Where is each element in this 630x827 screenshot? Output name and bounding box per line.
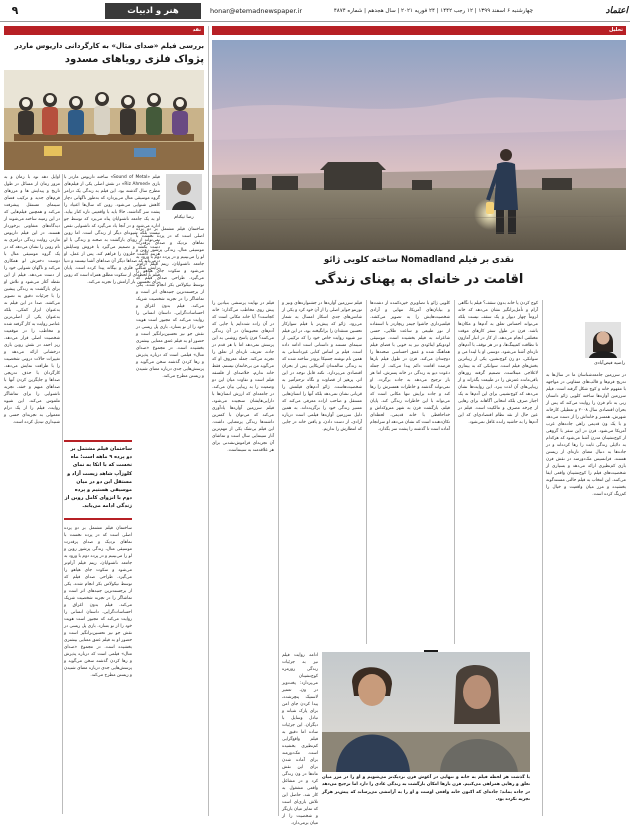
- right-column-3-text: کلویی ژائو با تصاویری خیره‌کننده از دشت‌ها و بیابان‌های آمریکا، تنهایی و آزادی شخصیت‌هایش را به تصویر می‌کشد. فیلمبرداری جاشوا جیمز ریچاردز با استفاده از نور طبیعی و ساعت طلایی، حسی شاعرانه به فیلم بخشیده است. موسیقی لودویکو اینائودی نیز به خوبی با فضای فیلم هماهنگ شده و عمق احساسی صحنه‌ها را دوچندان می‌کند. فرن در طول فیلم بارها فرصت اقامت دائم پیدا می‌کند، از جمله دعوت دیو به زندگی در خانه پسرش، اما هر بار ترجیح می‌دهد به جاده برگردد. او نمی‌تواند گذشته و خاطرات همسرش را رها کند و جاده برایش تنها مکانی است که می‌تواند با این خاطرات زندگی کند. پایان فیلم، بازگشت فرن به شهر متروکه‌اش و خداحافظی با خانه قدیمی، لحظه‌ای تکان‌دهنده است که نشان می‌دهد او سرانجام آماده است تا گذشته را پشت سر بگذارد.: [370, 301, 450, 432]
- photo-caption: با گذشت هر لحظه فیلم به خانه و تنهایی در آغوش فرن نزدیک‌تر می‌شویم و او را در مرز میان تعلق و رهایی همراهی می‌کنیم. فرن بارها امکان بازگشت به زندگی عادی را دارد اما ترجیح می‌دهد در جاده بماند؛ جاده‌ای که اکنون خانه واقعی اوست و او را به آرامشی می‌رساند که پیش‌تر هرگز تجربه نکرده بود.: [322, 775, 530, 803]
- nomadland-secondary-still: [322, 652, 530, 772]
- author-portrait: [166, 174, 202, 210]
- left-pull-quote: ساختمان فیلم مشتمل بر دو پرده ۹ ماهه است؛ ماه نخست که با اتکا به نمای کلوزآپ شاهد زیست آزاد و مستقل این دو در میان موسیقی هستیم و پرده دوم با انزوای کامل روبن از زندگی ادامه می‌یابد.: [64, 440, 132, 520]
- right-article-headline: اقامت در خانه‌ای به پهنای زندگی: [314, 272, 524, 287]
- article-divider: [208, 26, 209, 816]
- right-column-1-text: در سرزمین جامعه‌شناسان ما در سال‌ها به تدریج فرم‌ها و قالب‌های متفاوتی در مواجهه با مفهوم خانه و کوچ شکل گرفته است. فیلم سرزمین آواره‌ها ساخته کلویی ژائو داستان زنی به نام فرن را روایت می‌کند که پس از بحران اقتصادی سال ۲۰۰۸ و تعطیلی کارخانه شهرش، همسر و خانه‌اش را از دست می‌دهد و با یک ون قدیمی راهی جاده‌های غرب آمریکا می‌شود. فرن در این سفر با گروهی از کوچ‌نشینان مدرن آشنا می‌شود که هرکدام به دلایلی زندگی ثابت را رها کرده‌اند و در جاده‌ها به دنبال معنای تازه‌ای از زیستن هستند. فرانسیس مک‌دورمند در نقش فرن بازی کم‌نظیری ارائه می‌دهد و بسیاری از شخصیت‌های فیلم را کوچ‌نشینان واقعی ایفا می‌کنند. این انتخاب به فیلم حالتی مستندگونه بخشیده و مرز میان واقعیت و خیال را کم‌رنگ کرده است.: [546, 373, 626, 497]
- left-column-b-text: فیلم «Sound of Metal» ساخته داریوس ماردر با بازی «Riz Ahmed» در نقش اصلی یکی از فیلم‌های مطرح سال گذشته بود. این فیلم به زندگی یک درامر گروه موسیقی متال می‌پردازد که به‌طور ناگهانی دچار کاهش شنوایی می‌شود. روبن که سال‌ها اعتیاد را پشت سر گذاشته، حالا باید با واقعیتی تازه کنار بیاید. او به یک جامعه ناشنوایان پناه می‌برد که توسط جو اداره می‌شود و در آنجا یاد می‌گیرد که ناشنوایی نقص نیست بلکه شیوه‌ای دیگر از زندگی است. اما روبن نمی‌تواند از رویای بازگشت به صحنه و زندگی با لو دست بکشد و تصمیم می‌گیرد با فروش وسایلش هزینه کاشت حلزون را فراهم کند. پس از عمل، او درمی‌یابد که صداها دیگر آن صداهای آشنا نیستند و دنیا برایش شکلی فلزی و بیگانه پیدا کرده است. پایان فیلم با لحظه‌ای از سکوت مطلق همراه است که روبن برای نخستین بار آرامش را تجربه می‌کند.: [64, 175, 160, 285]
- column-divider: [542, 300, 543, 816]
- left-article-kicker: بررسی فیلم «صدای متال» به کارگردانی داریوس ماردر: [14, 42, 204, 50]
- left-column-b-lower-text: ساختمان فیلم مشتمل بر دو پرده اصلی است که در پرده نخست با نماهای نزدیک و صدای پرقدرت موسیقی متال، زندگی پرشور روبن و لو را می‌بینیم و در پرده دوم با ورود به جامعه ناشنوایان، ریتم فیلم آرام‌تر می‌شود و سکوت جای هیاهو را می‌گیرد. طراحی صدای فیلم که توسط نیکولاس بکر انجام شده، یکی از برجسته‌ترین جنبه‌های اثر است و تماشاگر را در تجربه شخصیت شریک می‌کند. فیلم بدون اغراق و احساسات‌گرایی، داستان انسانی را روایت می‌کند که مجبور است هویت خود را از نو بسازد. بازی پل ریسی در نقش جو نیز تحسین‌برانگیز است و حضور او به فیلم عمق معنایی بیشتری بخشیده است. در مجموع «صدای متال» فیلمی است که درباره پذیرش و رها کردن گذشته سخن می‌گوید و پرسش‌هایی جدی درباره معنای شنیدن و زیستن مطرح می‌کند.: [64, 526, 132, 678]
- section-email[interactable]: honar@etemadnewspaper.ir: [210, 7, 303, 15]
- right-article-column-2: [458, 300, 538, 644]
- column-divider: [278, 300, 279, 816]
- left-article-column-b-lower: [64, 525, 132, 815]
- page-number: ۹: [11, 4, 19, 17]
- critic-portrait: [585, 322, 621, 358]
- right-article-label: [212, 26, 626, 35]
- column-divider: [454, 300, 455, 644]
- left-article-label: نقد: [4, 26, 204, 35]
- newspaper-masthead: اعتماد: [605, 6, 628, 16]
- right-article-label-text: تحلیل: [608, 27, 623, 33]
- right-article-column-6: [282, 652, 318, 826]
- column-divider: [366, 300, 367, 644]
- right-column-4-text: فیلم سرزمین آواره‌ها در جشنواره‌های ونیز و تورنتو جوایز اصلی را از آن خود کرد و یکی از شانس‌های جدی اسکار امسال به شمار می‌رود. ژائو که پیش‌تر با فیلم سوارکار تحسین منتقدان را برانگیخته بود، در این فیلم نیز شیوه روایت خاص خود را که ترکیبی از سینمای مستند و داستانی است ادامه داده است. فیلم بر اساس کتابی غیرداستانی به همین نام نوشته جسیکا برودر ساخته شده که به زندگی سالمندان آمریکایی پس از بحران اقتصادی می‌پردازد. نکته قابل توجه در این اثر، پرهیز از قضاوت و نگاه ترحم‌آمیز به شخصیت‌هاست. ژائو آدم‌های فیلمش را قربانی نشان نمی‌دهد بلکه آنها را انسان‌هایی مستقل و صاحب اراده معرفی می‌کند که مسیر زندگی خود را برگزیده‌اند. به همین دلیل سرزمین آواره‌ها فیلمی است درباره آزادی، از دست دادن، و یافتن خانه در جایی که انتظارش را نداریم.: [282, 301, 362, 432]
- right-article-column-1: [546, 372, 626, 816]
- left-column-a-text: اوایل دهه نود با زمان و به مرور زمان از مسائل در طول تاریخ و پیدایش ها و مرزهای فرم‌های جدید و ترکیب فضای سینمای مستقل پیشرفت می‌کند و همچنین فیلم‌هایی که در این زمینه ساخته می‌شوند از دیدگاه‌های متفاوتی برخوردار هستند. در این فیلم داریوس ماردر، روایت زندگی درامری به نام روبن را نشان می‌دهد که در یک گروه موسیقی متال با دوست دخترش لو همکاری می‌کند و ناگهان شنوایی خود را از دست می‌دهد. فیلم از این نقطه آغاز می‌شود و تلاش او برای بازگشت به زندگی پیشین را با جزئیات دقیق به تصویر می‌کشد. صدا در این فیلم نه به‌عنوان ابزار کمکی، بلکه به‌عنوان یکی از اصلی‌ترین عناصر روایت به کار گرفته شده و مخاطب را در موقعیت شخصیت اصلی قرار می‌دهد. ریز احمد در نقش روبن بازی درخشانی ارائه می‌دهد و تغییرات حالات درونی شخصیت را با ظرافت نمایش می‌دهد. کارگردان با حذف تدریجی صداها و جایگزین کردن آنها با صداهای مبهم و خفه، تجربه ناشنوایی را برای تماشاگر ملموس می‌کند. این شیوه روایت، فیلم را از یک درام معمولی به تجربه‌ای حسی و شنیداری تبدیل کرده است.: [4, 175, 60, 425]
- left-article-column-a: [4, 174, 60, 814]
- right-column-6-text: ادامه روایت فیلم نیز به جزئیات زندگی روزمره کوچ‌نشینان می‌پردازد: پخت‌وپز در ون، تعمیر لاستیک پنچرشده، پیدا کردن جای امن برای پارک شبانه و تبادل وسایل با دیگران. این جزئیات ساده اما دقیق به فیلم واقع‌گرایی کم‌نظیری بخشیده است. مک‌دورمند برای آماده شدن برای این نقش ماه‌ها در ون زندگی کرد و در مشاغل واقعی مشغول به کار شد. حاصل این تلاش بازی‌ای است که تمایز میان بازیگر و شخصیت را از میان برمی‌دارد.: [282, 653, 318, 826]
- right-article-column-4: [282, 300, 362, 644]
- nomadland-still-photo: [212, 40, 626, 250]
- issue-dateline: چهارشنبه ۶ اسفند ۱۳۹۹ | ۱۲ رجب ۱۴۴۲ | ۲۴ فوریه ۲۰۲۱ | سال هجدهم | شماره ۴۸۷۴: [333, 8, 533, 14]
- page-header: [0, 0, 630, 22]
- band-group-photo: [4, 70, 204, 170]
- right-article-column-3: [370, 300, 450, 644]
- left-article-headline: پژواک فلزی رویاهای مسدود: [64, 54, 204, 65]
- left-article-column-c: [136, 226, 204, 816]
- left-author-name: رضا نیکنام: [174, 215, 194, 220]
- column-divider: [62, 174, 63, 814]
- critic-name: راضیه فیض‌آبادی: [594, 361, 625, 366]
- section-title: هنر و ادبیات: [105, 3, 201, 19]
- right-column-1-top: [546, 300, 626, 320]
- left-column-c-text: ساختمان فیلم مشتمل بر دو پرده اصلی است که در پرده نخست با نماهای نزدیک و صدای پرقدرت موسیقی متال، زندگی پرشور روبن و لو را می‌بینیم و در پرده دوم با ورود به جامعه ناشنوایان، ریتم فیلم آرام‌تر می‌شود و سکوت جای هیاهو را می‌گیرد. طراحی صدای فیلم که توسط نیکولاس بکر انجام شده، یکی از برجسته‌ترین جنبه‌های اثر است و تماشاگر را در تجربه شخصیت شریک می‌کند. فیلم بدون اغراق و احساسات‌گرایی، داستان انسانی را روایت می‌کند که مجبور است هویت خود را از نو بسازد. بازی پل ریسی در نقش جو نیز تحسین‌برانگیز است و حضور او به فیلم عمق معنایی بیشتری بخشیده است. در مجموع «صدای متال» فیلمی است که درباره پذیرش و رها کردن گذشته سخن می‌گوید و پرسش‌هایی جدی درباره معنای شنیدن و زیستن مطرح می‌کند.: [136, 227, 204, 379]
- right-article-kicker: نقدی بر فیلم Nomadland ساخته کلویی ژائو: [323, 255, 514, 265]
- right-column-5-text: فیلم در نهایت پرسشی بنیادین را پیش روی مخاطب می‌گذارد: خانه کجاست؟ آیا خانه مکانی است که در آن زاده شده‌ایم یا جایی که آدم‌های محبوبمان در آن زندگی می‌کنند؟ فرن پاسخ روشنی به این پرسش نمی‌دهد اما با هر قدم در جاده، تعریف تازه‌ای از تعلق را تجربه می‌کند. جمله معروف او که می‌گوید من بی‌خانمان نیستم، فقط خانه ندارم، خلاصه‌ای از فلسفه فیلم است و تفاوت میان این دو وضعیت را به زیبایی بیان می‌کند. در جامعه‌ای که ارزش انسان‌ها با دارایی‌هایشان سنجیده می‌شود، فیلم سرزمین آواره‌ها یادآوری می‌کند که می‌توان با کمترین داشته‌ها زندگی پرمعنایی داشت. این فیلم بی‌شک یکی از مهم‌ترین آثار سینمایی سال است و تماشای آن تجربه‌ای فراموش‌نشدنی برای هر علاقه‌مند به سینماست.: [212, 301, 274, 453]
- right-article-column-5: [212, 300, 274, 816]
- right-column-2-text: کوچ کردن یا خانه بدون سقف؟ فیلم با نگاهی آرام و تأمل‌برانگیز نشان می‌دهد که خانه لزوماً چهار دیوار و یک سقف نیست بلکه می‌تواند احساس تعلق به آدم‌ها و مکان‌ها باشد. فرن در طول سفر کارهای موقت مختلفی انجام می‌دهد، از کار در انبار آمازون تا نظافت کمپینگ‌ها، و در هر توقف با آدم‌های تازه‌ای آشنا می‌شود. دوستی او با لیندا می و سوانکی، دو زن کوچ‌نشین، یکی از زیباترین بخش‌های فیلم است. سوانکی که به بیماری لاعلاجی مبتلاست، تصمیم گرفته روزهای باقی‌مانده عمرش را در طبیعت بگذراند و از زیبایی‌های آن لذت ببرد. این روایت‌ها نشان می‌دهد که کوچ‌نشینی برای این آدم‌ها نه یک اجبار صرف بلکه انتخابی آگاهانه برای رهایی از چرخه مصرف و مالکیت است. فیلم در عین حال از نقد نظام اقتصادی‌ای که این آدم‌ها را به حاشیه رانده غافل نمی‌شود.: [458, 301, 538, 425]
- left-author-box: [164, 174, 204, 222]
